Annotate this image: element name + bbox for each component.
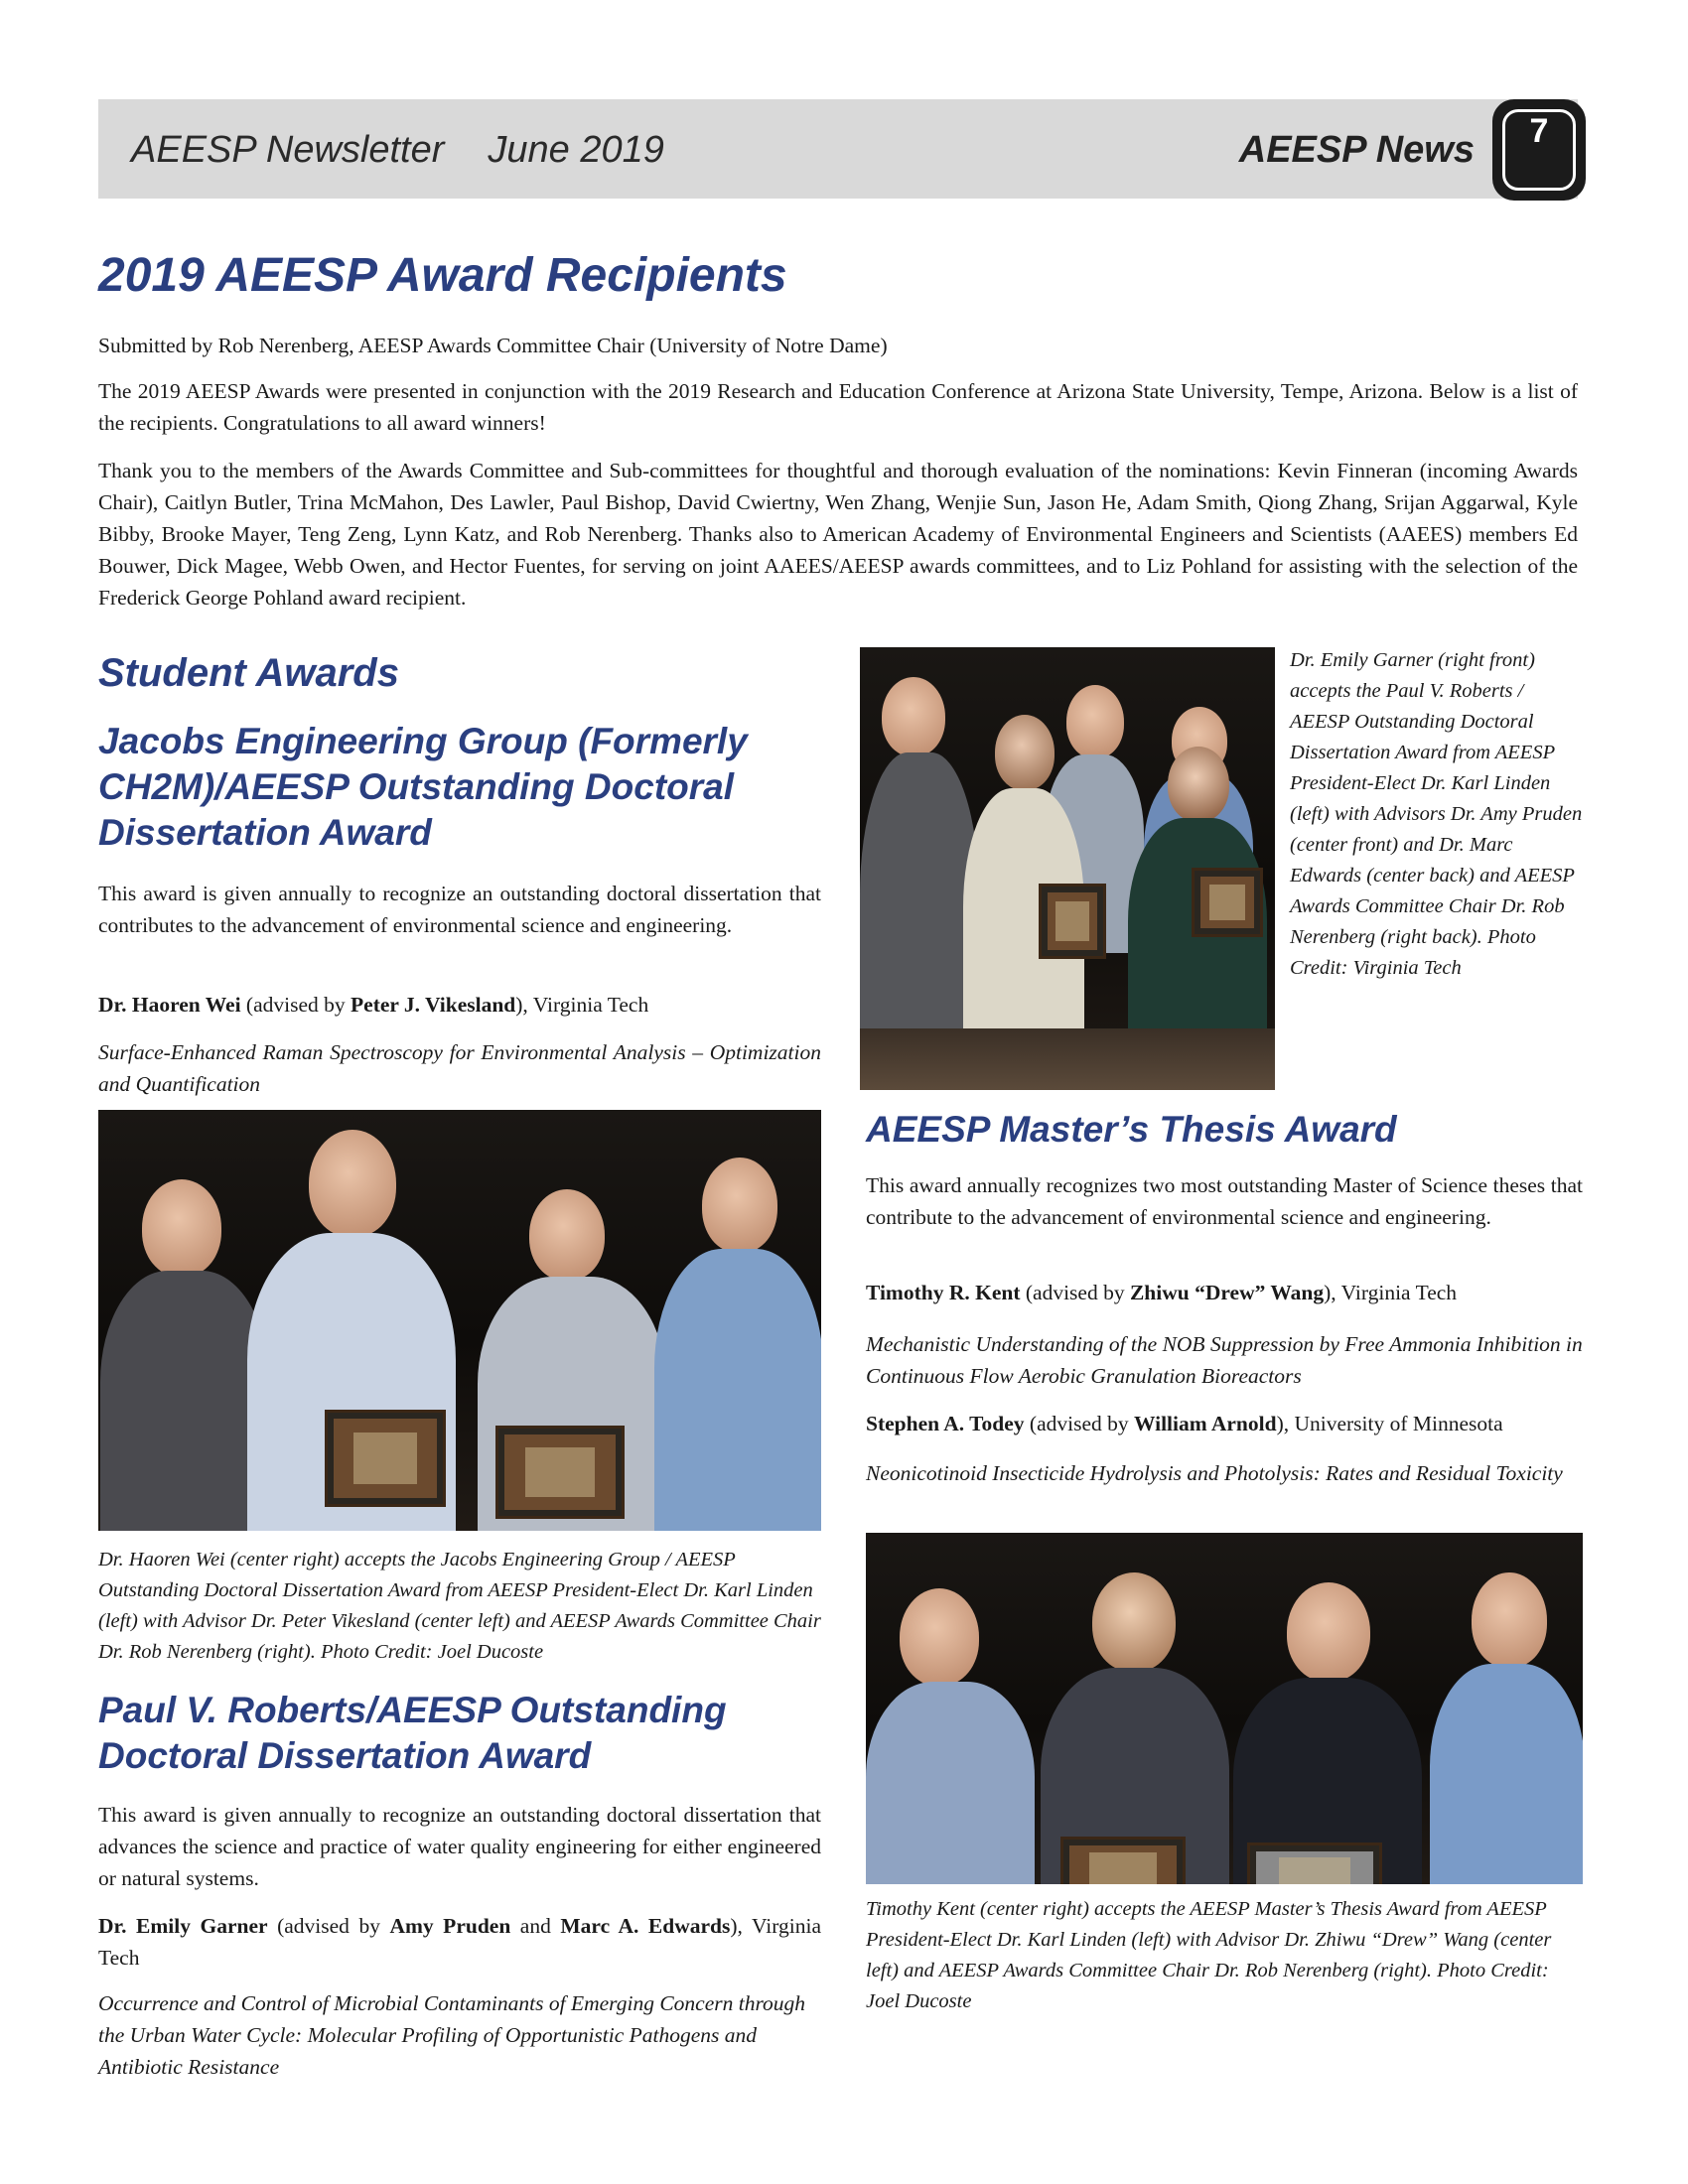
recipient-name: Dr. Haoren Wei [98, 993, 241, 1017]
page-number-badge [1492, 99, 1586, 201]
affiliation: ), University of Minnesota [1276, 1412, 1503, 1435]
advisor-name: Amy Pruden [389, 1914, 511, 1938]
recipient-name: Dr. Emily Garner [98, 1914, 268, 1938]
affiliation: ), Virginia Tech [98, 1914, 821, 1970]
intro-paragraph-1: The 2019 AEESP Awards were presented in conjunction with the 2019 Research and Education Conference at Arizona State University, Tempe, Arizona. Below is a list of the recipients. Congratulations to all award winners! [98, 379, 1578, 435]
advisor-name: William Arnold [1134, 1412, 1277, 1435]
jacobs-award-photo [98, 1110, 821, 1531]
newsletter-name: AEESP Newsletter [131, 129, 445, 171]
page-number: 7 [1502, 109, 1576, 191]
roberts-description: This award is given annually to recognize an outstanding doctoral dissertation that advances the science and practice of water quality engineering for either engineered or natural systems. [98, 1803, 821, 1890]
submitted-by: Submitted by Rob Nerenberg, AEESP Awards Committee Chair (University of Notre Dame) [98, 334, 888, 357]
roberts-thesis-title: Occurrence and Control of Microbial Contaminants of Emerging Concern through the Urban Water Cycle: Molecular Profiling of Opportunistic Pathogens and Antibiotic Resistance [98, 1991, 806, 2079]
recipient-name: Timothy R. Kent [866, 1281, 1021, 1304]
masters-recipient-2 [866, 1408, 1583, 1439]
advised-text: (advised by [267, 1914, 390, 1938]
jacobs-award-heading: Jacobs Engineering Group (Formerly CH2M)/AEESP Outstanding Doctoral Dissertation Award [98, 721, 748, 853]
page-title: 2019 AEESP Award Recipients [98, 249, 787, 302]
masters-award-heading: AEESP Master’s Thesis Award [866, 1109, 1397, 1150]
masters-recipient-1 [866, 1277, 1583, 1308]
newsletter-date: June 2019 [488, 129, 664, 171]
affiliation: ), Virginia Tech [1324, 1281, 1458, 1304]
jacobs-recipient [98, 989, 821, 1021]
roberts-recipient [98, 1910, 821, 1974]
advisor-name: Zhiwu “Drew” Wang [1129, 1281, 1325, 1304]
affiliation: ), Virginia Tech [515, 993, 649, 1017]
jacobs-thesis-title: Surface-Enhanced Raman Spectroscopy for Environmental Analysis – Optimization and Quantification [98, 1040, 821, 1096]
section-name: AEESP News [1238, 129, 1475, 171]
student-awards-heading: Student Awards [98, 651, 399, 695]
advisor-name: Marc A. Edwards [560, 1914, 731, 1938]
advisor-name: Peter J. Vikesland [351, 993, 516, 1017]
recipient-name: Stephen A. Todey [866, 1412, 1025, 1435]
roberts-photo-caption: Dr. Emily Garner (right front) accepts the Paul V. Roberts / AEESP Outstanding Doctoral Dissertation Award from AEESP President-Elect Dr. Karl Linden (left) with Advisors Dr. Amy Pruden (center front) and Dr. Marc Edwards (center back) and AEESP Awards Committee Chair Dr. Rob Nerenberg (right back). Photo Credit: Virginia Tech [1290, 649, 1583, 979]
intro-paragraph-2: Thank you to the members of the Awards Committee and Sub-committees for thoughtful and thorough evaluation of the nominations: Kevin Finneran (incoming Awards Chair), Caitlyn Butler, Trina McMahon, Des Lawler, Paul Bishop, David Cwiertny, Wen Zhang, Wenjie Sun, Jason He, Adam Smith, Qiong Zhang, Srijan Aggarwal, Kyle Bibby, Brooke Mayer, Teng Zeng, Lynn Katz, and Rob Nerenberg. Thanks also to American Academy of Environmental Engineers and Scientists (AAEES) members Ed Bouwer, Dick Magee, Webb Owen, and Hector Fuentes, for serving on joint AAEES/AEESP awards committees, and to Liz Pohland for assisting with the selection of the Frederick George Pohland award recipient. [98, 459, 1578, 610]
jacobs-description: This award is given annually to recognize an outstanding doctoral dissertation that contributes to the advancement of environmental science and engineering. [98, 882, 821, 937]
jacobs-photo-caption: Dr. Haoren Wei (center right) accepts the Jacobs Engineering Group / AEESP Outstanding Doctoral Dissertation Award from AEESP President-Elect Dr. Karl Linden (left) with Advisor Dr. Peter Vikesland (center left) and AEESP Awards Committee Chair Dr. Rob Nerenberg (right). Photo Credit: Joel Ducoste [98, 1549, 821, 1663]
masters-thesis-1: Mechanistic Understanding of the NOB Suppression by Free Ammonia Inhibition in Continuous Flow Aerobic Granulation Bioreactors [866, 1332, 1583, 1388]
masters-thesis-2: Neonicotinoid Insecticide Hydrolysis and Photolysis: Rates and Residual Toxicity [866, 1461, 1563, 1485]
advised-text: (advised by [1024, 1412, 1134, 1435]
masters-description: This award annually recognizes two most outstanding Master of Science theses that contribute to the advancement of environmental science and engineering. [866, 1173, 1583, 1229]
advised-text: (advised by [1020, 1281, 1130, 1304]
header-newsletter-info [131, 129, 664, 172]
and-text: and [510, 1914, 561, 1938]
masters-award-photo [866, 1533, 1583, 1884]
roberts-award-heading: Paul V. Roberts/AEESP Outstanding Doctoral Dissertation Award [98, 1690, 727, 1776]
advised-text: (advised by [240, 993, 352, 1017]
masters-photo-caption: Timothy Kent (center right) accepts the AEESP Master’s Thesis Award from AEESP President-Elect Dr. Karl Linden (left) with Advisor Dr. Zhiwu “Drew” Wang (center left) and AEESP Awards Committee Chair Dr. Rob Nerenberg (right). Photo Credit: Joel Ducoste [866, 1898, 1552, 2012]
roberts-award-photo [860, 647, 1275, 1090]
